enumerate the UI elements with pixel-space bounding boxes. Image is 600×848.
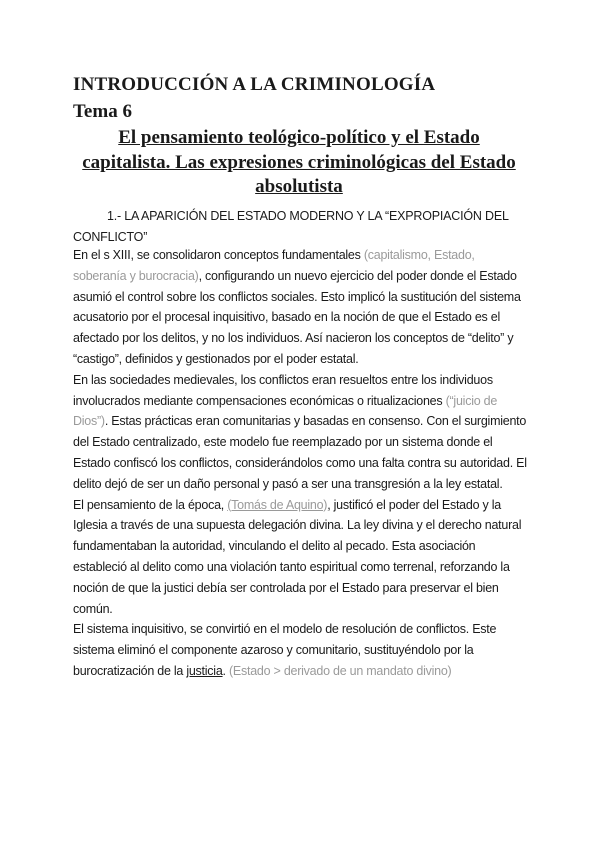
paragraph-1	[73, 245, 529, 370]
paragraph-text: El sistema inquisitivo, se convirtió en el modelo de resolución de conflictos. Este sistema eliminó el componente azaroso y comunitario, sustituyéndolo por la burocratización de la	[73, 622, 497, 678]
paragraph-text: , configurando un nuevo ejercicio del poder donde el Estado asumió el control sobre los conflictos sociales. Esto implicó la sustitución del sistema acusatorio por el procesal inquisitivo, basado en la noción de que el Estado es el afectado por los delitos, y no los individuos. Así nacieron los conceptos de “delito” y “castigo”, definidos y gestionados por el poder estatal.	[73, 268, 521, 366]
paragraph-text: .	[222, 663, 229, 678]
annotation-note: (“juicio de Dios”)	[73, 393, 498, 429]
paragraph-text: El pensamiento de la época,	[73, 497, 228, 512]
annotation-note: (capitalismo, Estado, soberanía y burocracia)	[73, 248, 475, 283]
paragraph-text: En las sociedades medievales, los conflictos eran resueltos entre los individuos involucrados mediante compensaciones económicas o ritualizaciones	[73, 372, 493, 408]
underlined-word: justicia	[186, 663, 223, 678]
paragraph-text: , justificó el poder del Estado y la Iglesia a través de una supuesta delegación divina. La ley divina y el derecho natural fundamentaban la autoridad, vinculando el delito al pecado. Esta asociación estableció al delito como una violación tanto espiritual como terrenal, reforzando la noción de que la justici debía ser controlada por el Estado para preservar el bien común.	[73, 497, 522, 616]
course-title: INTRODUCCIÓN A LA CRIMINOLOGÍA	[73, 74, 436, 95]
tema-label: Tema 6	[73, 101, 132, 122]
paragraph-text: En el s XIII, se consolidaron conceptos fundamentales	[73, 248, 364, 262]
paragraph-3	[73, 495, 529, 620]
author-reference-link[interactable]: (Tomás de Aquino)	[227, 497, 328, 512]
annotation-note: (Estado > derivado de un mandato divino)	[229, 663, 452, 678]
section-heading: 1.- LA APARICIÓN DEL ESTADO MODERNO Y LA “EXPROPIACIÓN DEL CONFLICTO”	[73, 209, 509, 244]
document-body	[73, 245, 529, 682]
document-title: El pensamiento teológico-político y el Estado capitalista. Las expresiones criminológicas del Estado absolutista	[82, 127, 516, 197]
paragraph-2	[73, 370, 529, 495]
paragraph-text: . Estas prácticas eran comunitarias y basadas en consenso. Con el surgimiento del Estado centralizado, este modelo fue reemplazado por un sistema donde el Estado confiscó los conflictos, considerándolos como una falta contra su autoridad. El delito dejó de ser un daño personal y pasó a ser una transgresión a la ley estatal.	[73, 414, 527, 491]
paragraph-4	[73, 619, 529, 681]
